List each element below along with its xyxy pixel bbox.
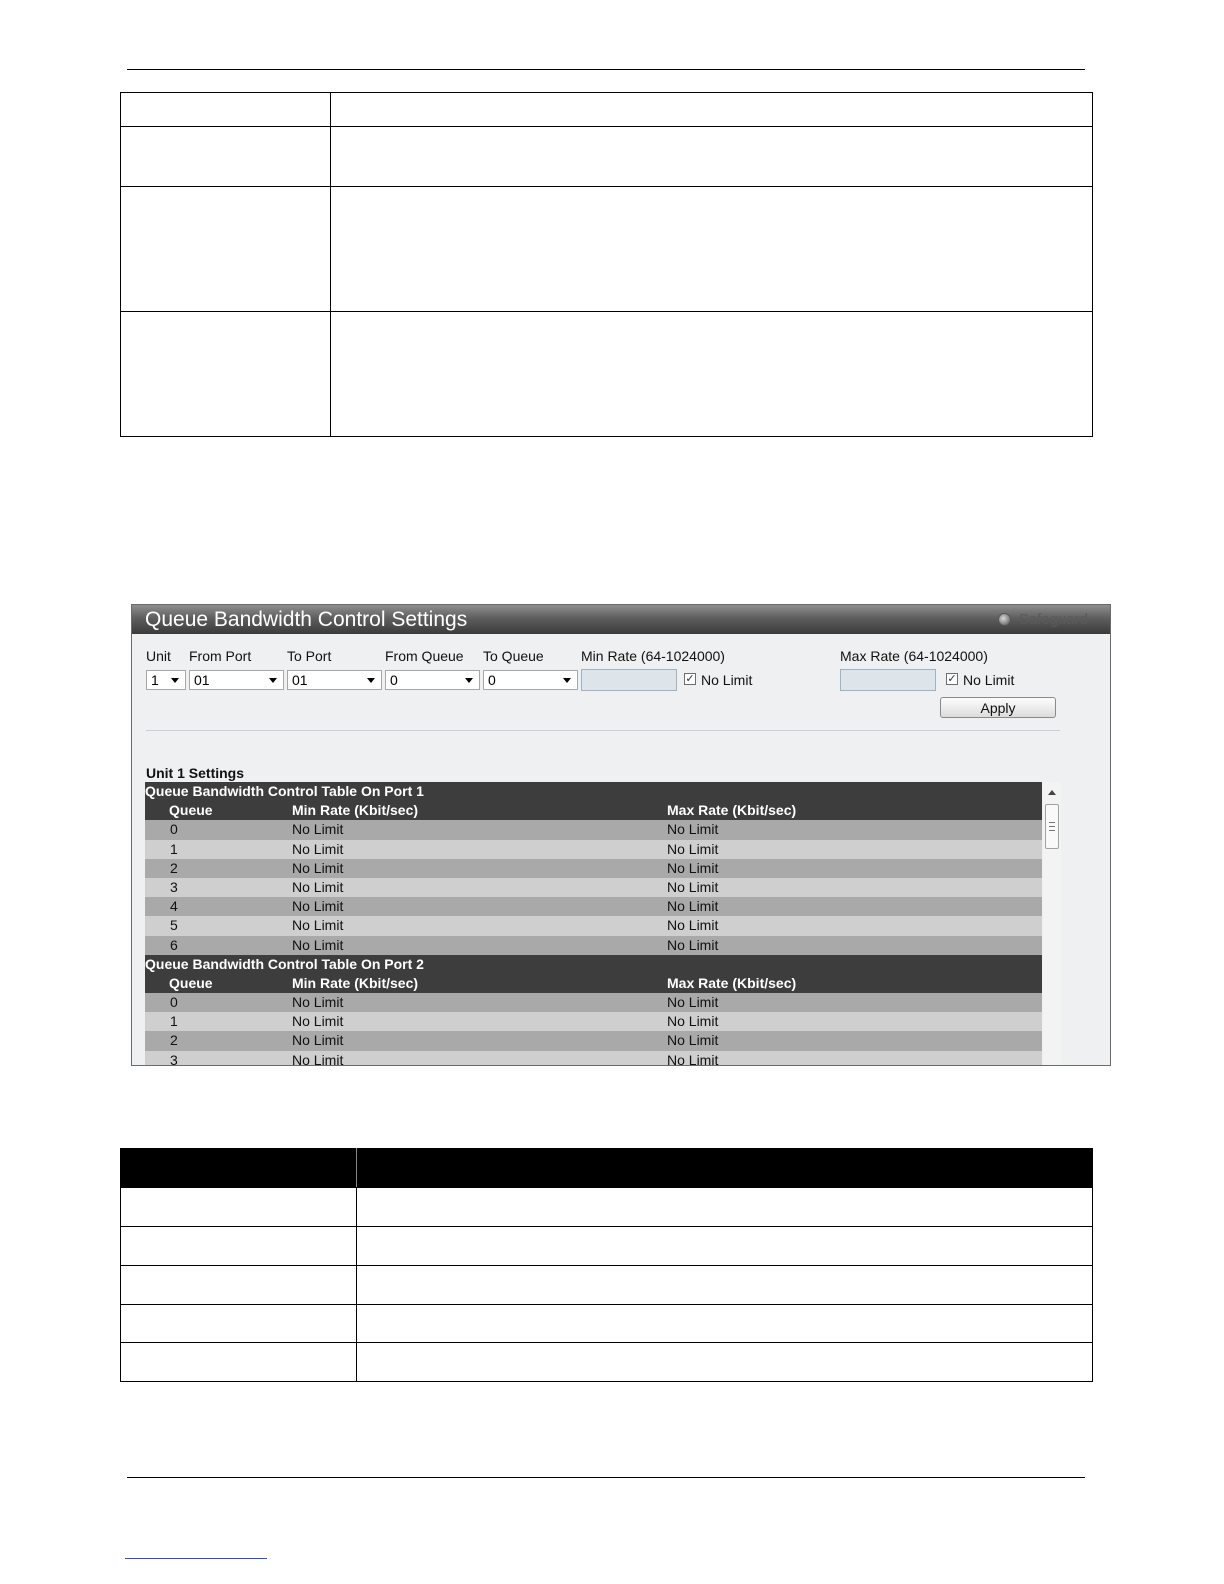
panel-header: [132, 605, 1110, 634]
doc-table-row: [121, 1227, 1093, 1266]
max-rate-label: Max Rate (64-1024000): [840, 648, 988, 664]
table-row: [145, 936, 1042, 955]
max-rate-cell: No Limit: [667, 1013, 719, 1030]
queue-cell: 2: [170, 859, 178, 876]
doc-table-lower: [120, 1148, 1093, 1382]
min-rate-cell: No Limit: [292, 840, 344, 857]
from-queue-select-value: 0: [390, 672, 398, 688]
min-rate-input[interactable]: [581, 669, 677, 691]
queue-cell: 3: [170, 878, 178, 895]
min-rate-column-header: Min Rate (Kbit/sec): [292, 974, 419, 991]
max-rate-cell: No Limit: [667, 898, 719, 915]
chevron-down-icon: [563, 678, 571, 683]
max-rate-cell: No Limit: [667, 994, 719, 1011]
table-row: [145, 859, 1042, 878]
min-rate-cell: No Limit: [292, 994, 344, 1011]
max-rate-cell: No Limit: [667, 840, 719, 857]
max-rate-cell: No Limit: [667, 1051, 719, 1066]
max-rate-no-limit-label: No Limit: [963, 672, 1015, 688]
doc-table-header-row: [121, 1149, 1093, 1188]
max-rate-cell: No Limit: [667, 859, 719, 876]
column-header-row: [145, 974, 1042, 993]
queue-cell: 5: [170, 917, 178, 934]
settings-table: [145, 782, 1042, 1066]
doc-table-row: [121, 1343, 1093, 1382]
table-row: [145, 878, 1042, 897]
table-row: [145, 897, 1042, 916]
min-rate-cell: No Limit: [292, 821, 344, 838]
footer-link-underline: [125, 1558, 267, 1559]
table-row: [145, 820, 1042, 839]
footer-rule: [127, 1477, 1085, 1478]
header-rule: [127, 69, 1085, 70]
chevron-down-icon: [171, 678, 179, 683]
scroll-thumb[interactable]: [1045, 804, 1059, 849]
vertical-scrollbar[interactable]: [1043, 782, 1061, 1066]
to-queue-select-value: 0: [488, 672, 496, 688]
doc-table-row: [121, 1266, 1093, 1305]
unit-select-value: 1: [151, 672, 159, 688]
min-rate-cell: No Limit: [292, 917, 344, 934]
doc-table-row: [121, 187, 1093, 312]
min-rate-no-limit-label: No Limit: [701, 672, 753, 688]
queue-cell: 4: [170, 898, 178, 915]
checkmark-icon: ✓: [685, 673, 695, 685]
unit-select[interactable]: [146, 670, 186, 690]
from-port-label: From Port: [189, 648, 252, 664]
to-queue-select[interactable]: [483, 670, 578, 690]
min-rate-cell: No Limit: [292, 1013, 344, 1030]
safeguard-indicator[interactable]: [998, 605, 1088, 634]
doc-table-row: [121, 1305, 1093, 1343]
queue-column-header: Queue: [169, 802, 213, 819]
port-table-title: [145, 955, 1042, 974]
doc-table-row: [121, 312, 1093, 437]
from-port-select[interactable]: [189, 670, 284, 690]
queue-cell: 3: [170, 1051, 178, 1066]
table-row: [145, 1031, 1042, 1050]
min-rate-cell: No Limit: [292, 859, 344, 876]
min-rate-no-limit-checkbox[interactable]: [684, 673, 696, 685]
max-rate-input[interactable]: [840, 669, 936, 691]
max-rate-column-header: Max Rate (Kbit/sec): [667, 974, 797, 991]
from-queue-select[interactable]: [385, 670, 480, 690]
min-rate-cell: No Limit: [292, 936, 344, 953]
queue-cell: 1: [170, 840, 178, 857]
min-rate-cell: No Limit: [292, 1032, 344, 1049]
min-rate-cell: No Limit: [292, 898, 344, 915]
doc-table-upper: [120, 92, 1093, 437]
min-rate-cell: No Limit: [292, 1051, 344, 1066]
to-queue-label: To Queue: [483, 648, 544, 664]
max-rate-cell: No Limit: [667, 821, 719, 838]
scroll-up-icon[interactable]: [1048, 790, 1056, 795]
apply-button[interactable]: Apply: [940, 697, 1056, 718]
min-rate-label: Min Rate (64-1024000): [581, 648, 725, 664]
panel-title: Queue Bandwidth Control Settings: [145, 608, 468, 631]
min-rate-column-header: Min Rate (Kbit/sec): [292, 802, 419, 819]
queue-cell: 1: [170, 1013, 178, 1030]
min-rate-cell: No Limit: [292, 878, 344, 895]
max-rate-cell: No Limit: [667, 878, 719, 895]
checkmark-icon: ✓: [947, 673, 957, 685]
from-queue-label: From Queue: [385, 648, 464, 664]
queue-cell: 2: [170, 1032, 178, 1049]
chevron-down-icon: [269, 678, 277, 683]
queue-cell: 0: [170, 994, 178, 1011]
table-row: [145, 993, 1042, 1012]
queue-column-header: Queue: [169, 974, 213, 991]
table-row: [145, 1012, 1042, 1031]
to-port-select-value: 01: [292, 672, 308, 688]
queue-cell: 0: [170, 821, 178, 838]
port-table-title-text: Queue Bandwidth Control Table On Port 1: [145, 783, 424, 799]
safeguard-label: Safeguard: [1018, 611, 1088, 628]
max-rate-cell: No Limit: [667, 1032, 719, 1049]
unit-settings-title: Unit 1 Settings: [146, 765, 245, 781]
max-rate-cell: No Limit: [667, 936, 719, 953]
to-port-label: To Port: [287, 648, 332, 664]
queue-cell: 6: [170, 936, 178, 953]
port-table-title-text: Queue Bandwidth Control Table On Port 2: [145, 955, 424, 972]
port-table-title: [145, 782, 1042, 801]
table-row: [145, 1051, 1042, 1066]
max-rate-cell: No Limit: [667, 917, 719, 934]
max-rate-no-limit-checkbox[interactable]: [946, 673, 958, 685]
doc-table-row: [121, 127, 1093, 187]
queue-bandwidth-panel: [131, 604, 1111, 1066]
divider: [146, 730, 1060, 731]
to-port-select[interactable]: [287, 670, 382, 690]
table-row: [145, 840, 1042, 859]
safeguard-icon: [998, 613, 1011, 626]
chevron-down-icon: [367, 678, 375, 683]
unit-label: Unit: [146, 648, 171, 664]
table-row: [145, 916, 1042, 935]
doc-table-row: [121, 93, 1093, 127]
chevron-down-icon: [465, 678, 473, 683]
doc-table-row: [121, 1188, 1093, 1227]
from-port-select-value: 01: [194, 672, 210, 688]
grip-icon: [1049, 822, 1055, 831]
column-header-row: [145, 801, 1042, 820]
max-rate-column-header: Max Rate (Kbit/sec): [667, 802, 797, 819]
